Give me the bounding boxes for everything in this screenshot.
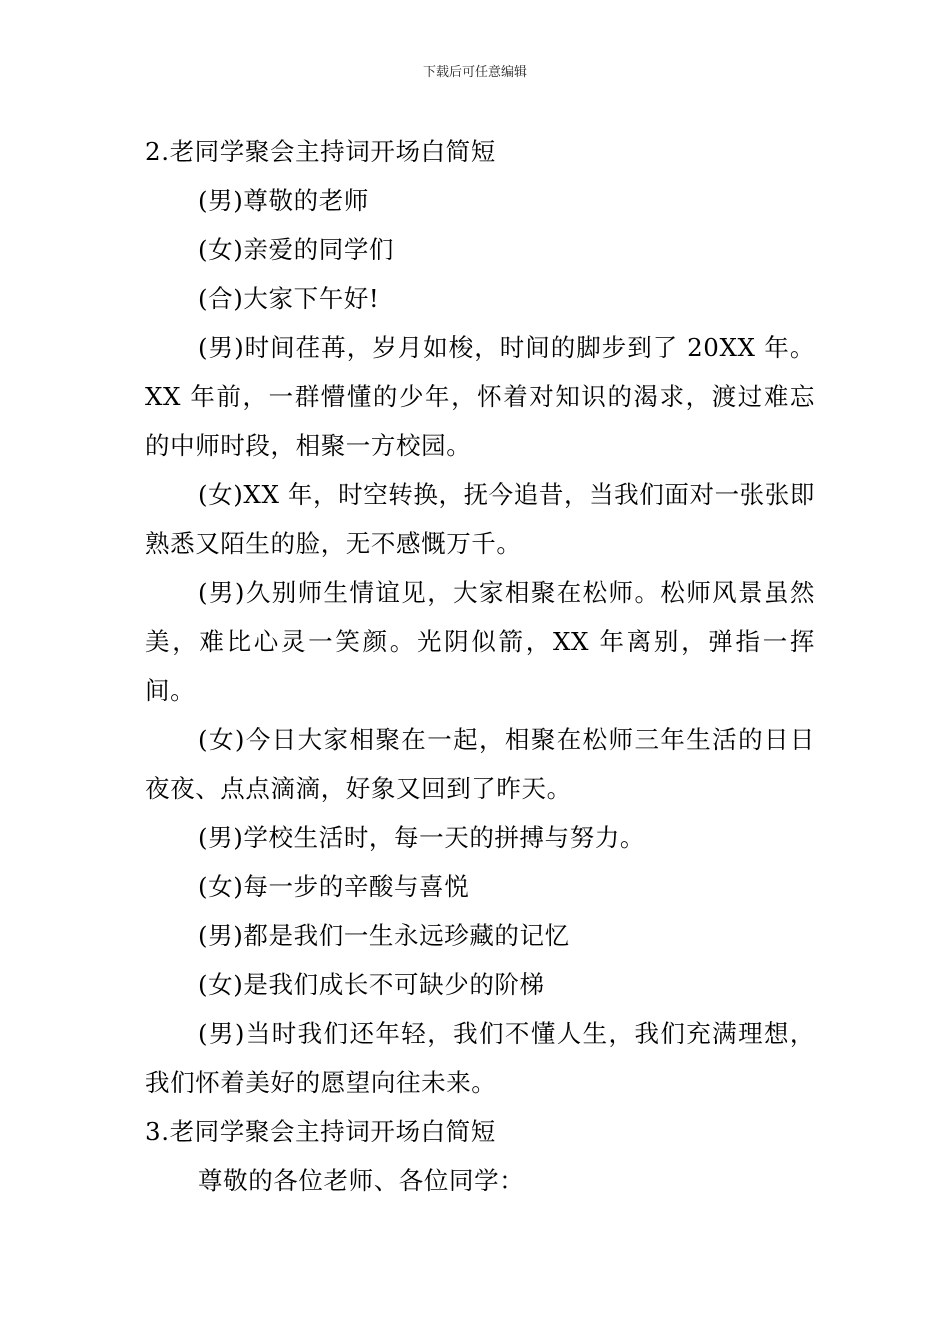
section-heading: 2.老同学聚会主持词开场白简短	[145, 137, 496, 166]
dialogue-paragraph: (男)时间荏苒，岁月如梭，时间的脚步到了 20XX 年。XX 年前，一群懵懂的少年，怀着对知识的渴求，渡过难忘的中师时段，相聚一方校园。	[145, 333, 815, 460]
page-header-note: 下载后可任意编辑	[422, 65, 527, 80]
dialogue-paragraph: (女)每一步的辛酸与喜悦	[198, 872, 470, 901]
dialogue-paragraph: (男)都是我们一生永远珍藏的记忆	[198, 921, 570, 950]
dialogue-paragraph: (男)尊敬的老师	[198, 186, 369, 215]
document-body	[145, 127, 815, 1205]
greeting-paragraph: 尊敬的各位老师、各位同学：	[198, 1166, 525, 1195]
dialogue-paragraph: (女)XX 年，时空转换，抚今追昔，当我们面对一张张即熟悉又陌生的脸，无不感慨万千。	[145, 480, 815, 558]
dialogue-paragraph: (男)久别师生情谊见，大家相聚在松师。松师风景虽然美，难比心灵一笑颜。光阴似箭，XX 年离别，弹指一挥间。	[145, 578, 815, 705]
section-heading: 3.老同学聚会主持词开场白简短	[145, 1117, 496, 1146]
dialogue-paragraph: (女)今日大家相聚在一起，相聚在松师三年生活的日日夜夜、点点滴滴，好象又回到了昨天。	[145, 725, 815, 803]
dialogue-paragraph: (男)当时我们还年轻，我们不懂人生，我们充满理想，我们怀着美好的愿望向往未来。	[145, 1019, 815, 1097]
dialogue-paragraph: (合)大家下午好!	[198, 284, 380, 313]
dialogue-paragraph: (男)学校生活时，每一天的拼搏与努力。	[198, 823, 646, 852]
dialogue-paragraph: (女)亲爱的同学们	[198, 235, 395, 264]
dialogue-paragraph: (女)是我们成长不可缺少的阶梯	[198, 970, 545, 999]
